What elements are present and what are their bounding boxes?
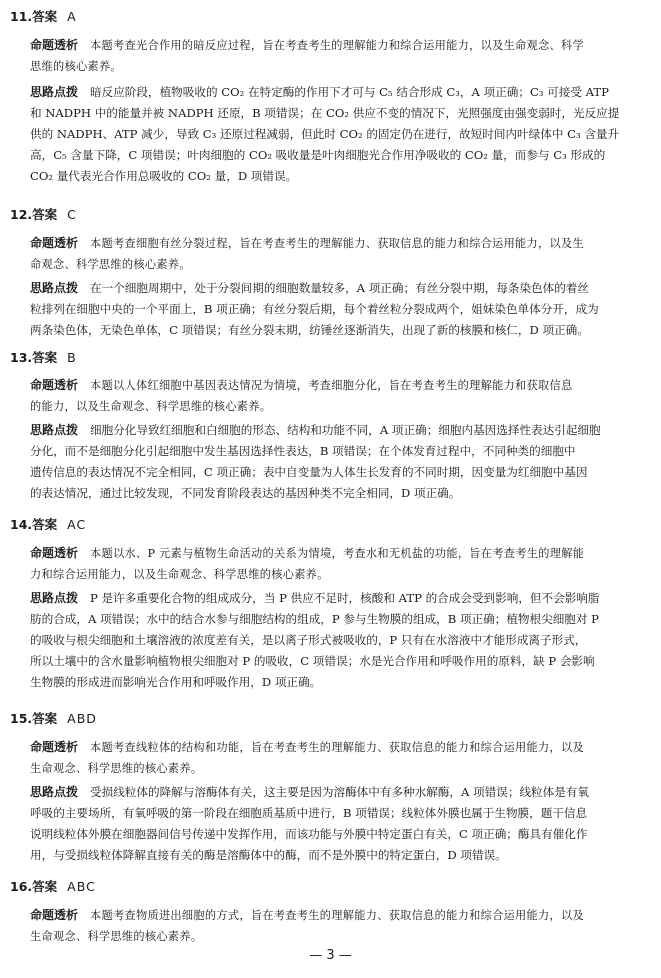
question-number: 16. bbox=[10, 879, 33, 894]
question-number: 14. bbox=[10, 517, 33, 532]
question-number: 15. bbox=[10, 711, 33, 726]
question-15-header bbox=[10, 711, 97, 727]
answer-value: A bbox=[67, 9, 77, 24]
hint-line bbox=[30, 588, 651, 609]
question-number: 12. bbox=[10, 207, 33, 222]
analysis-text-cont: 的能力，以及生命观念、科学思维的核心素养。 bbox=[30, 400, 272, 413]
answer-label: 答案 bbox=[32, 9, 58, 24]
analysis-text: 本题考查光合作用的暗反应过程，旨在考查考生的理解能力和综合运用能力，以及生命观念、科学 bbox=[90, 39, 584, 52]
hint-line bbox=[30, 278, 651, 299]
analysis-line bbox=[30, 543, 651, 564]
analysis-tag: 命题透析 bbox=[30, 38, 79, 52]
analysis-line-cont bbox=[30, 254, 651, 275]
analysis-line bbox=[30, 233, 651, 254]
hint-line: 所以土壤中的含水量影响植物根尖细胞对 P 的吸收，C 项错误；水是光合作用和呼吸作用的原料，缺 P 会影响 bbox=[30, 654, 595, 668]
hint-line: 的表达情况，通过比较发现，不同发育阶段表达的基因种类不完全相同，D 项正确。 bbox=[30, 486, 461, 500]
question-16-header bbox=[10, 879, 96, 895]
hint-line: 肪的合成，A 项错误；水中的结合水参与细胞结构的组成，P 参与生物膜的组成，B 项正确；植物根尖细胞对 P bbox=[30, 612, 599, 626]
hint-line: 高，C₅ 含量下降，C 项错误；叶肉细胞的 CO₂ 吸收量是叶肉细胞光合作用净吸收的 CO₂ 量，而参与 C₃ 形成的 bbox=[30, 148, 606, 162]
question-number: 13. bbox=[10, 350, 33, 365]
hint-line: 生物膜的形成进而影响光合作用和呼吸作用，D 项正确。 bbox=[30, 675, 322, 689]
hint-text: P 是许多重要化合物的组成成分，当 P 供应不足时，核酸和 ATP 的合成会受到影响，但不会影响脂 bbox=[90, 591, 600, 605]
hint-tag: 思路点拨 bbox=[30, 785, 79, 799]
analysis-text: 本题考查物质进出细胞的方式，旨在考查考生的理解能力、获取信息的能力和综合运用能力，以及 bbox=[90, 909, 584, 922]
analysis-line-cont bbox=[30, 56, 651, 77]
analysis-tag: 命题透析 bbox=[30, 740, 79, 754]
hint-line bbox=[30, 782, 651, 803]
analysis-text: 本题以人体红细胞中基因表达情况为情境，考查细胞分化，旨在考查考生的理解能力和获取信息 bbox=[90, 379, 573, 392]
hint-tag: 思路点拨 bbox=[30, 423, 79, 437]
hint-line bbox=[30, 420, 651, 441]
analysis-tag: 命题透析 bbox=[30, 908, 79, 922]
answer-value: ABD bbox=[67, 711, 97, 726]
answer-value: B bbox=[67, 350, 77, 365]
analysis-line bbox=[30, 35, 651, 56]
answer-value: ABC bbox=[67, 879, 96, 894]
analysis-text: 本题考查细胞有丝分裂过程，旨在考查考生的理解能力、获取信息的能力和综合运用能力，以及生 bbox=[90, 237, 584, 250]
analysis-tag: 命题透析 bbox=[30, 546, 79, 560]
analysis-text-cont: 命观念、科学思维的核心素养。 bbox=[30, 258, 191, 271]
analysis-line-cont bbox=[30, 926, 651, 947]
answer-label: 答案 bbox=[32, 879, 58, 894]
answer-label: 答案 bbox=[32, 207, 58, 222]
hint-tag: 思路点拨 bbox=[30, 591, 79, 605]
analysis-text-cont: 力和综合运用能力，以及生命观念、科学思维的核心素养。 bbox=[30, 568, 329, 581]
analysis-text-cont: 思维的核心素养。 bbox=[30, 60, 122, 73]
hint-line: 粒排列在细胞中央的一个平面上，B 项正确；有丝分裂后期，每个着丝粒分裂成两个，姐妹染色单体分开，成为 bbox=[30, 302, 599, 316]
analysis-line-cont bbox=[30, 564, 651, 585]
question-14-header bbox=[10, 517, 86, 533]
hint-line: 和 NADPH 中的能量并被 NADPH 还原，B 项错误；在 CO₂ 供应不变的情况下，光照强度由强变弱时，光反应提 bbox=[30, 106, 620, 120]
hint-line: 遗传信息的表达情况不完全相同，C 项正确；表中自变量为人体生长发育的不同时期，因变量为红细胞中基因 bbox=[30, 465, 588, 479]
question-12-header bbox=[10, 207, 77, 223]
hint-line: 分化，而不是细胞分化引起细胞中发生基因选择性表达，B 项错误；在个体发育过程中，不同种类的细胞中 bbox=[30, 444, 576, 458]
question-13-header bbox=[10, 350, 77, 366]
analysis-tag: 命题透析 bbox=[30, 378, 79, 392]
hint-line: 说明线粒体外膜在细胞器间信号传递中发挥作用，而该功能与外膜中特定蛋白有关，C 项正确；酶具有催化作 bbox=[30, 827, 588, 841]
hint-line: 呼吸的主要场所，有氧呼吸的第一阶段在细胞质基质中进行，B 项错误；线粒体外膜也属于生物膜，题干信息 bbox=[30, 806, 588, 820]
analysis-line bbox=[30, 375, 651, 396]
question-number: 11. bbox=[10, 9, 33, 24]
hint-text: 在一个细胞周期中，处于分裂间期的细胞数量较多，A 项正确；有丝分裂中期，每条染色体的着丝 bbox=[90, 281, 590, 295]
hint-tag: 思路点拨 bbox=[30, 85, 79, 99]
hint-line: 的吸收与根尖细胞和土壤溶液的浓度差有关，是以离子形式被吸收的，P 只有在水溶液中才能形成离子形式， bbox=[30, 633, 587, 647]
analysis-line-cont bbox=[30, 396, 651, 417]
answer-label: 答案 bbox=[32, 711, 58, 726]
hint-line: 用，与受损线粒体降解直接有关的酶是溶酶体中的酶，而不是外膜中的特定蛋白，D 项错误。 bbox=[30, 848, 507, 862]
analysis-text-cont: 生命观念、科学思维的核心素养。 bbox=[30, 930, 203, 943]
hint-line: CO₂ 量代表光合作用总吸收的 CO₂ 量，D 项错误。 bbox=[30, 169, 298, 183]
analysis-text: 本题以水、P 元素与植物生命活动的关系为情境，考查水和无机盐的功能，旨在考查考生的理解能 bbox=[90, 547, 585, 560]
hint-line: 供的 NADPH、ATP 减少，导致 C₃ 还原过程减弱，但此时 CO₂ 的固定仍在进行，故短时间内叶绿体中 C₃ 含量升 bbox=[30, 127, 620, 141]
answer-value: C bbox=[67, 207, 77, 222]
analysis-text-cont: 生命观念、科学思维的核心素养。 bbox=[30, 762, 203, 775]
hint-text: 细胞分化导致红细胞和白细胞的形态、结构和功能不同，A 项正确；细胞内基因选择性表达引起细胞 bbox=[90, 423, 601, 437]
analysis-line-cont bbox=[30, 758, 651, 779]
analysis-text: 本题考查线粒体的结构和功能，旨在考查考生的理解能力、获取信息的能力和综合运用能力，以及 bbox=[90, 741, 584, 754]
question-11-header bbox=[10, 9, 77, 25]
analysis-line bbox=[30, 905, 651, 926]
hint-text: 暗反应阶段，植物吸收的 CO₂ 在特定酶的作用下才可与 C₅ 结合形成 C₃，A 项正确；C₃ 可接受 ATP bbox=[90, 85, 609, 99]
answer-label: 答案 bbox=[32, 350, 58, 365]
page-number: — 3 — bbox=[309, 948, 352, 963]
answer-value: AC bbox=[67, 517, 87, 532]
hint-text: 受损线粒体的降解与溶酶体有关，这主要是因为溶酶体中有多种水解酶，A 项错误；线粒体是有氧 bbox=[90, 785, 590, 799]
hint-line bbox=[30, 82, 651, 103]
answer-label: 答案 bbox=[32, 517, 58, 532]
analysis-tag: 命题透析 bbox=[30, 236, 79, 250]
hint-line: 两条染色体，无染色单体，C 项错误；有丝分裂末期，纺锤丝逐渐消失，出现了新的核膜和核仁，D 项正确。 bbox=[30, 323, 589, 337]
analysis-line bbox=[30, 737, 651, 758]
hint-tag: 思路点拨 bbox=[30, 281, 79, 295]
